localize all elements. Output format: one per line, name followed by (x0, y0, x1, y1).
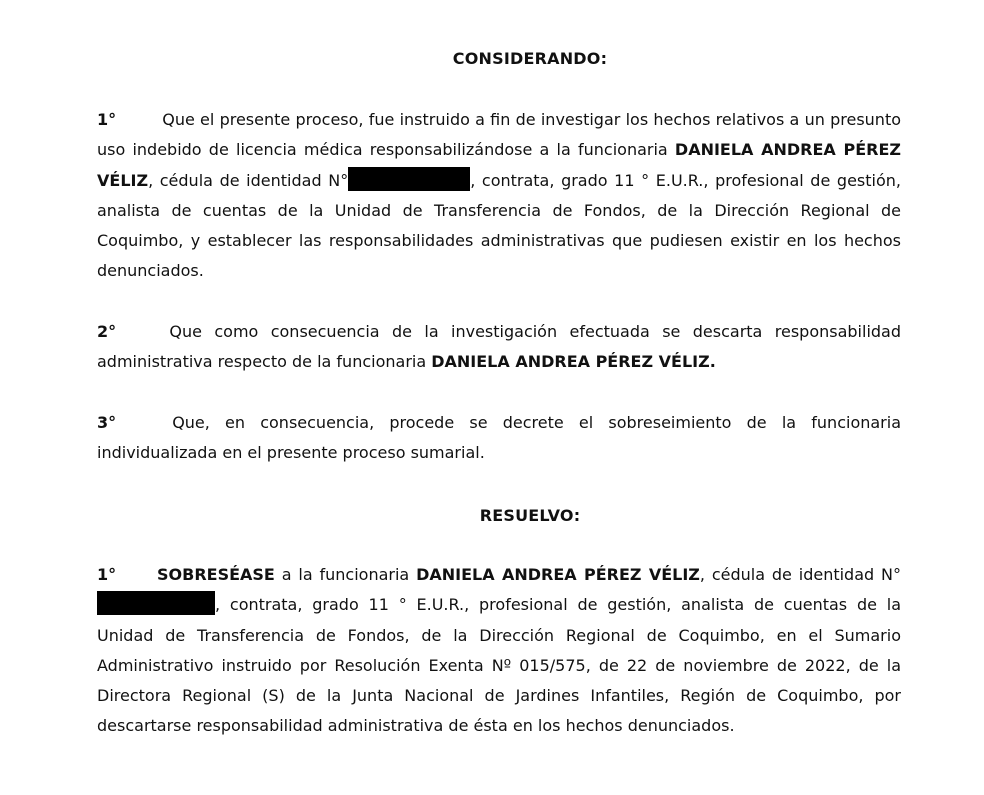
item-text: , cédula de identidad N° (699, 565, 901, 584)
considerando-item-1 (97, 105, 901, 287)
official-name: DANIELA ANDREA PÉREZ VÉLIZ (416, 565, 700, 584)
resuelvo-item-1 (97, 560, 901, 742)
item-number: 2° (97, 322, 117, 341)
considerando-item-3 (97, 408, 901, 469)
redacted-id-box (348, 167, 470, 191)
item-number: 1° (97, 110, 117, 129)
considerando-item-2 (97, 317, 901, 378)
item-text: Que, en consecuencia, procede se decrete el sobreseimiento de la funcionaria individualizada en el presente proceso sumarial. (97, 413, 901, 463)
official-name: DANIELA ANDREA PÉREZ VÉLIZ (97, 140, 902, 190)
resuelvo-heading: RESUELVO: (479, 506, 581, 525)
item-text: Que como consecuencia de la investigación efectuada se descarta responsabilidad administrativa respecto de la funcionaria (97, 322, 901, 372)
resolution-verb: SOBRESÉASE (157, 565, 275, 584)
considerando-heading: CONSIDERANDO: (452, 49, 608, 68)
item-text: , contrata, grado 11 ° E.U.R., profesional de gestión, analista de cuentas de la Unidad de Transferencia de Fondos, de la Dirección Regional de Coquimbo, en el Sumario Administrativo instruido por Resolución Exenta Nº 015/575, de 22 de noviembre de 2022, de la Directora Regional (S) de la Junta Nacional de Jardines Infantiles, Región de Coquimbo, por descartarse responsabilidad administrativa de ésta en los hechos denunciados. (97, 595, 901, 736)
item-text: , contrata, grado 11 ° E.U.R., profesional de gestión, analista de cuentas de la Unidad de Transferencia de Fondos, de la Dirección Regional de Coquimbo, y establecer las responsabilidades administrativas que pudiesen existir en los hechos denunciados. (97, 170, 901, 281)
item-number: 3° (97, 413, 117, 432)
item-text: a la funcionaria (274, 565, 417, 584)
item-text: Que el presente proceso, fue instruido a fin de investigar los hechos relativos a un presunto uso indebido de licencia médica responsabilizándose a la funcionaria (97, 110, 901, 160)
official-name: DANIELA ANDREA PÉREZ VÉLIZ. (431, 352, 716, 372)
item-text: , cédula de identidad N° (148, 170, 349, 190)
redacted-id-box (97, 591, 215, 615)
item-number: 1° (97, 565, 117, 584)
